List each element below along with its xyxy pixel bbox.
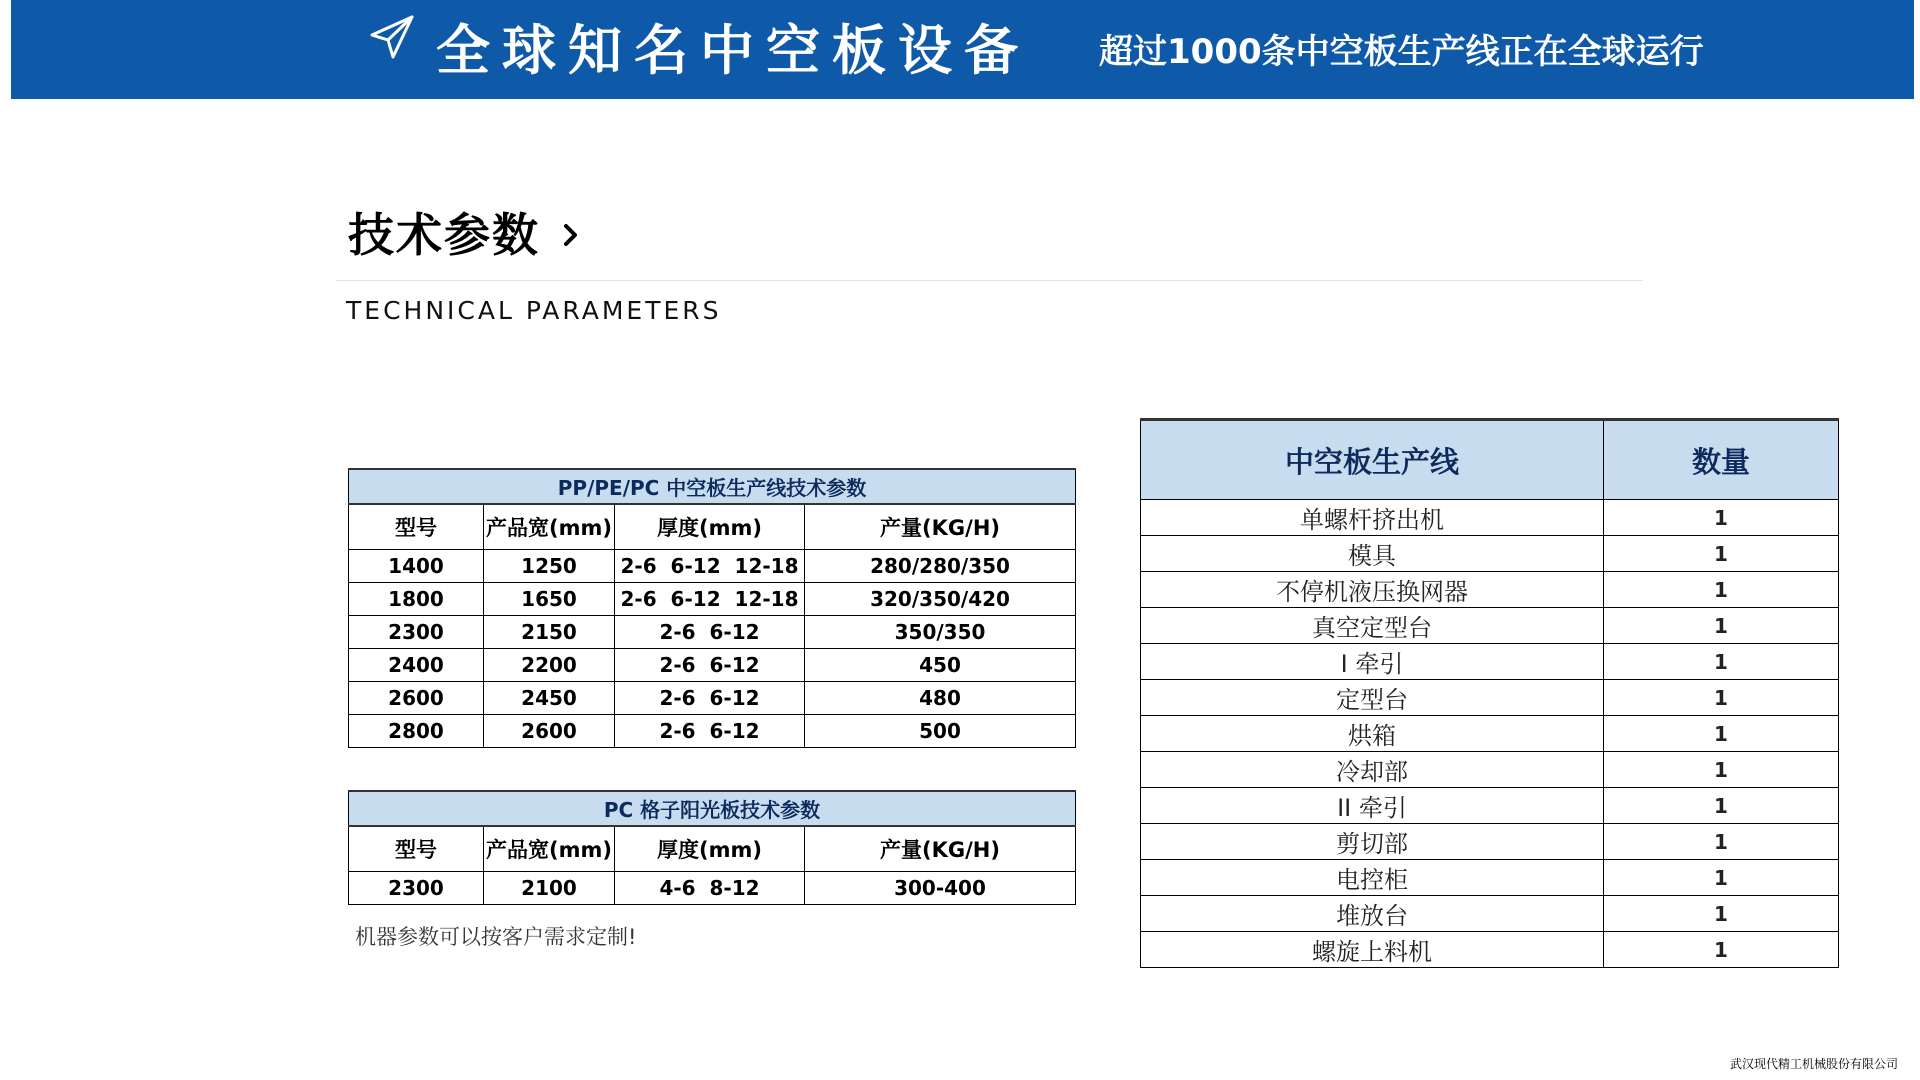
company-footer: 武汉现代精工机械股份有限公司 <box>1729 1057 1898 1071</box>
banner-subtitle: 超过1000条中空板生产线正在全球运行 <box>1099 32 1704 72</box>
cell-quantity: 1 <box>1604 860 1839 896</box>
table-row <box>349 682 1076 715</box>
table-row <box>349 872 1076 905</box>
cell-output: 320/350/420 <box>805 583 1076 616</box>
cell-equipment: 不停机液压换网器 <box>1141 572 1604 608</box>
cell-equipment: I 牵引 <box>1141 644 1604 680</box>
banner-title: 全球知名中空板设备 <box>436 19 1030 82</box>
cell-quantity: 1 <box>1604 500 1839 536</box>
column-header-model: 型号 <box>349 504 484 550</box>
table-caption: PP/PE/PC 中空板生产线技术参数 <box>349 469 1076 504</box>
cell-equipment: 螺旋上料机 <box>1141 932 1604 968</box>
equipment-list-table <box>1140 418 1839 968</box>
cell-equipment: 定型台 <box>1141 680 1604 716</box>
cell-quantity: 1 <box>1604 644 1839 680</box>
cell-model: 2300 <box>349 872 484 905</box>
table-row <box>349 715 1076 748</box>
cell-output: 280/280/350 <box>805 550 1076 583</box>
paper-plane-icon <box>368 13 416 61</box>
cell-width: 2100 <box>484 872 615 905</box>
cell-width: 2150 <box>484 616 615 649</box>
cell-quantity: 1 <box>1604 536 1839 572</box>
cell-thickness: 2-6 6-12 <box>615 649 805 682</box>
cell-thickness: 2-6 6-12 <box>615 715 805 748</box>
cell-equipment: 单螺杆挤出机 <box>1141 500 1604 536</box>
cell-quantity: 1 <box>1604 896 1839 932</box>
table-row <box>1141 788 1839 824</box>
customization-note: 机器参数可以按客户需求定制! <box>355 925 637 949</box>
cell-equipment: 堆放台 <box>1141 896 1604 932</box>
cell-quantity: 1 <box>1604 752 1839 788</box>
cell-quantity: 1 <box>1604 680 1839 716</box>
cell-output: 450 <box>805 649 1076 682</box>
table-row <box>1141 752 1839 788</box>
column-header-thickness: 厚度(mm) <box>615 504 805 550</box>
cell-output: 300-400 <box>805 872 1076 905</box>
section-divider <box>336 280 1643 281</box>
cell-equipment: II 牵引 <box>1141 788 1604 824</box>
cell-quantity: 1 <box>1604 608 1839 644</box>
table-row <box>1141 932 1839 968</box>
cell-width: 1650 <box>484 583 615 616</box>
cell-thickness: 2-6 6-12 <box>615 682 805 715</box>
cell-quantity: 1 <box>1604 572 1839 608</box>
cell-model: 2400 <box>349 649 484 682</box>
table-row <box>1141 860 1839 896</box>
table-row <box>1141 680 1839 716</box>
column-header-quantity: 数量 <box>1604 420 1839 500</box>
column-header-width: 产品宽(mm) <box>484 826 615 872</box>
cell-equipment: 剪切部 <box>1141 824 1604 860</box>
table-row <box>1141 716 1839 752</box>
spec-table-hollow-sheet <box>348 468 1076 748</box>
cell-width: 2450 <box>484 682 615 715</box>
cell-quantity: 1 <box>1604 716 1839 752</box>
cell-thickness: 2-6 6-12 <box>615 616 805 649</box>
table-row <box>1141 500 1839 536</box>
cell-output: 350/350 <box>805 616 1076 649</box>
cell-model: 1800 <box>349 583 484 616</box>
cell-equipment: 烘箱 <box>1141 716 1604 752</box>
cell-model: 2800 <box>349 715 484 748</box>
column-header-model: 型号 <box>349 826 484 872</box>
table-row <box>1141 536 1839 572</box>
cell-width: 1250 <box>484 550 615 583</box>
cell-equipment: 冷却部 <box>1141 752 1604 788</box>
cell-quantity: 1 <box>1604 932 1839 968</box>
table-row <box>1141 572 1839 608</box>
section-title: 技术参数 <box>348 208 540 262</box>
cell-output: 500 <box>805 715 1076 748</box>
cell-width: 2600 <box>484 715 615 748</box>
cell-model: 1400 <box>349 550 484 583</box>
cell-model: 2600 <box>349 682 484 715</box>
cell-equipment: 模具 <box>1141 536 1604 572</box>
cell-quantity: 1 <box>1604 788 1839 824</box>
table-row <box>1141 896 1839 932</box>
table-row <box>1141 608 1839 644</box>
cell-thickness: 2-6 6-12 12-18 <box>615 550 805 583</box>
cell-thickness: 4-6 8-12 <box>615 872 805 905</box>
column-header-width: 产品宽(mm) <box>484 504 615 550</box>
cell-model: 2300 <box>349 616 484 649</box>
chevron-right-icon <box>563 222 579 248</box>
cell-equipment: 真空定型台 <box>1141 608 1604 644</box>
cell-equipment: 电控柜 <box>1141 860 1604 896</box>
table-row <box>1141 644 1839 680</box>
table-row <box>349 649 1076 682</box>
cell-thickness: 2-6 6-12 12-18 <box>615 583 805 616</box>
table-row <box>1141 824 1839 860</box>
cell-output: 480 <box>805 682 1076 715</box>
cell-quantity: 1 <box>1604 824 1839 860</box>
column-header-output: 产量(KG/H) <box>805 504 1076 550</box>
spec-table-pc-sunshine-sheet <box>348 790 1076 905</box>
top-banner <box>11 0 1914 99</box>
table-row <box>349 616 1076 649</box>
column-header-thickness: 厚度(mm) <box>615 826 805 872</box>
section-subtitle: TECHNICAL PARAMETERS <box>346 296 722 325</box>
column-header-production-line: 中空板生产线 <box>1141 420 1604 500</box>
column-header-output: 产量(KG/H) <box>805 826 1076 872</box>
cell-width: 2200 <box>484 649 615 682</box>
table-row <box>349 583 1076 616</box>
table-caption: PC 格子阳光板技术参数 <box>349 791 1076 826</box>
table-row <box>349 550 1076 583</box>
